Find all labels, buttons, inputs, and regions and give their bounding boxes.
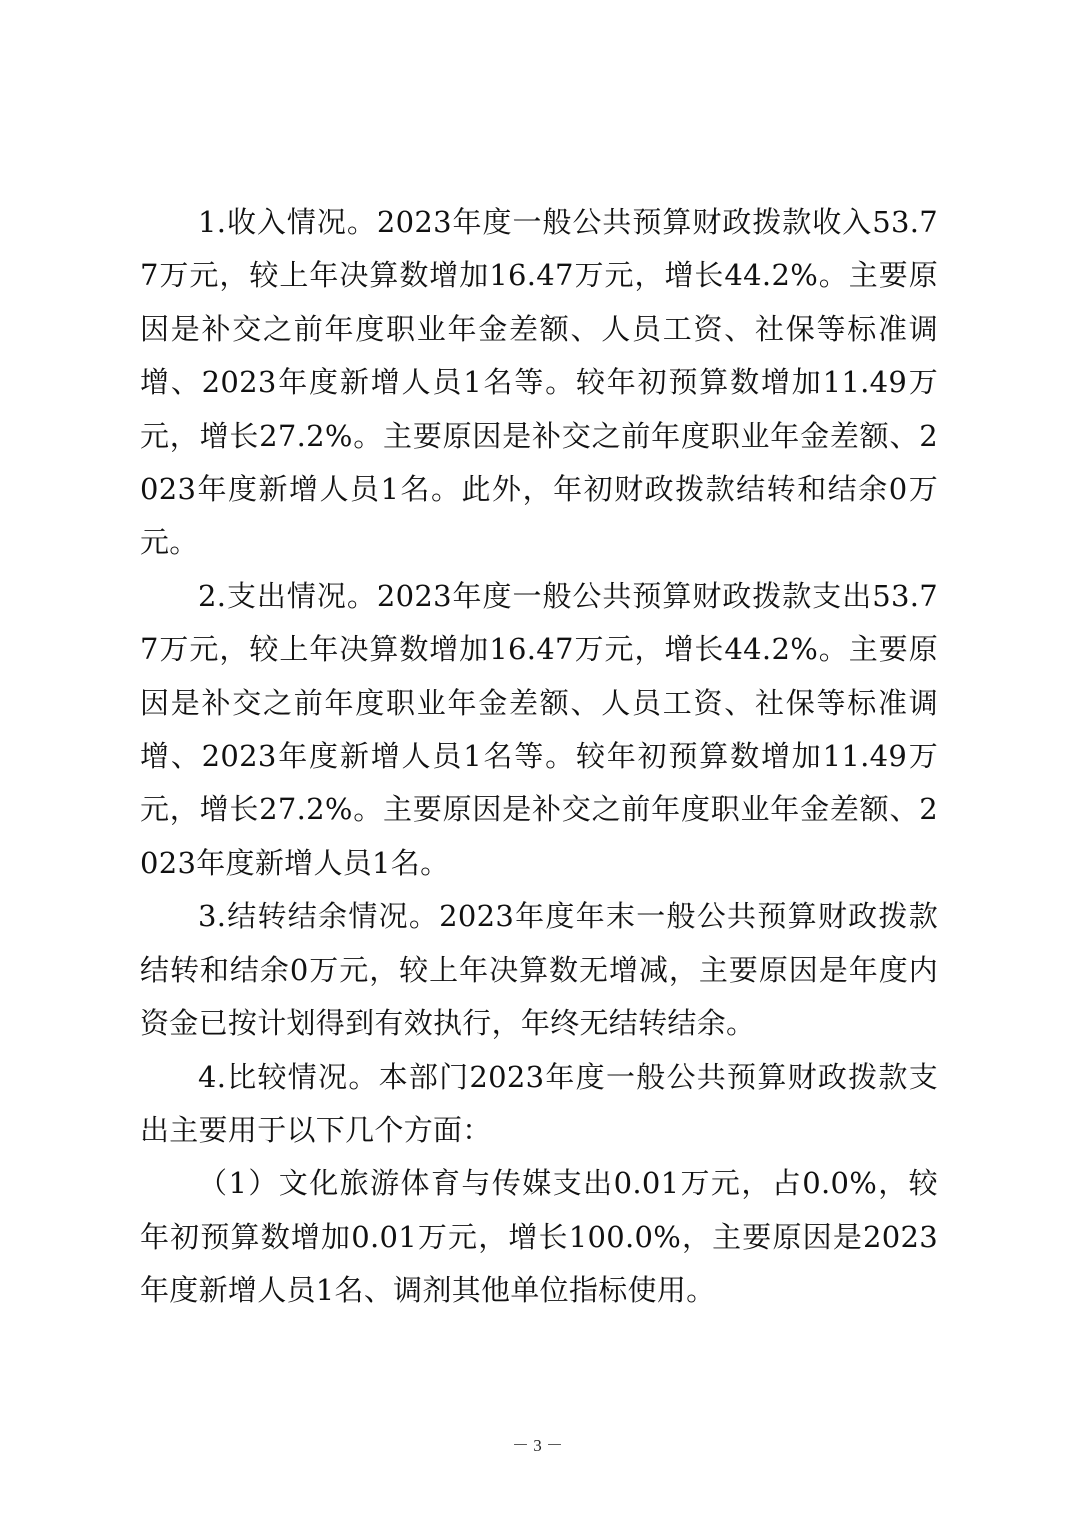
paragraph-comparison: 4.比较情况。本部门2023年度一般公共预算财政拨款支出主要用于以下几个方面： <box>140 1059 938 1147</box>
page-number: － 3 － <box>512 1436 563 1455</box>
paragraph-expenditure: 2.支出情况。2023年度一般公共预算财政拨款支出53.77万元，较上年决算数增加16.47万元，增长44.2%。主要原因是补交之前年度职业年金差额、人员工资、社保等标准调增、2023年度新增人员1名等。较年初预算数增加11.49万元，增长27.2%。主要原因是补交之前年度职业年金差额、2023年度新增人员1名。 <box>140 578 938 880</box>
paragraph-carryover: 3.结转结余情况。2023年度年末一般公共预算财政拨款结转和结余0万元，较上年决算数无增减，主要原因是年度内资金已按计划得到有效执行，年终无结转结余。 <box>140 899 938 1041</box>
paragraph-income: 1.收入情况。2023年度一般公共预算财政拨款收入53.77万元，较上年决算数增加16.47万元，增长44.2%。主要原因是补交之前年度职业年金差额、人员工资、社保等标准调增、2023年度新增人员1名等。较年初预算数增加11.49万元，增长27.2%。主要原因是补交之前年度职业年金差额、2023年度新增人员1名。此外，年初财政拨款结转和结余0万元。 <box>140 205 938 560</box>
document-body <box>140 196 938 1318</box>
paragraph-item-1: （1）文化旅游体育与传媒支出0.01万元，占0.0%，较年初预算数增加0.01万元，增长100.0%，主要原因是2023年度新增人员1名、调剂其他单位指标使用。 <box>140 1166 938 1308</box>
